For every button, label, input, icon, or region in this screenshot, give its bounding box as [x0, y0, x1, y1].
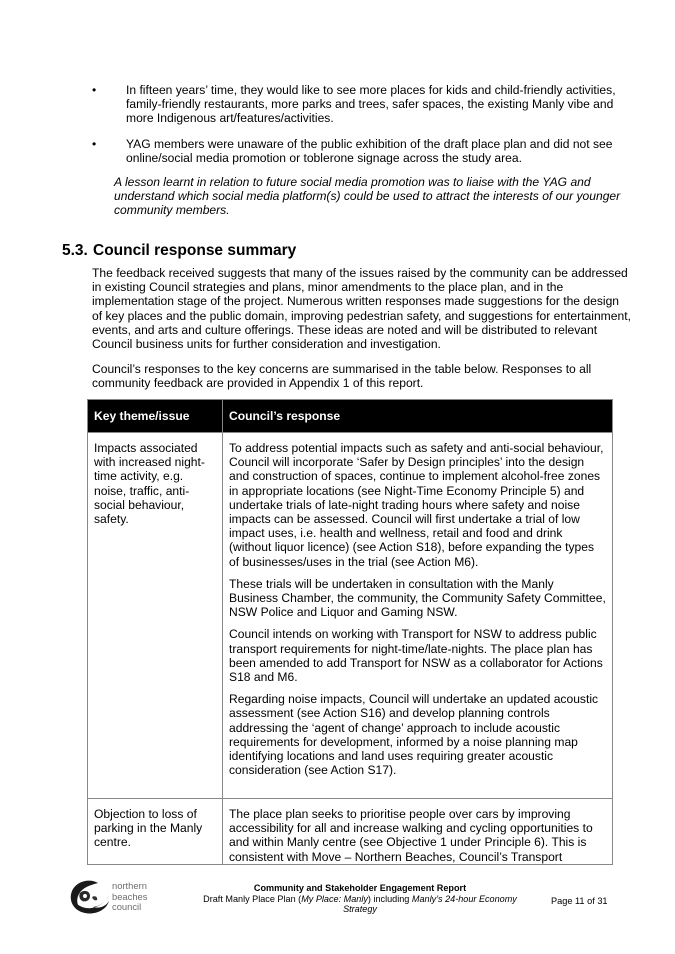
page-footer — [0, 876, 675, 926]
response-paragraph: The place plan seeks to prioritise people over cars by improving accessibility for all and increase walking and cycling opportunities to and within Manly centre (see Objective 1 under Principle 6). This is consistent with Move – Northern Beaches, Council’s Transport — [229, 807, 593, 864]
bullet-icon: • — [92, 137, 97, 151]
summary-paragraph: Council’s responses to the key concerns are summarised in the table below. Responses to all community feedback are provided in Appendix 1 of this report. — [92, 362, 592, 391]
footer-report-info — [190, 883, 530, 915]
header-council-response: Council’s response — [223, 400, 613, 433]
response-paragraph: Regarding noise impacts, Council will undertake an updated acoustic assessment (see Action S16) and develop planning controls addressing the ‘agent of change’ approach to include acoustic requirements for development, informed by a noise planning map identifying locations and land uses requiring greater acoustic consideration (see Action S17). — [229, 692, 599, 778]
subtitle-text: Draft Manly Place Plan ( — [203, 893, 302, 904]
table-header-row — [88, 400, 613, 433]
northern-beaches-logo-icon — [68, 879, 110, 915]
response-paragraph: These trials will be undertaken in consultation with the Manly Business Chamber, the community, the Community Safety Committee, NSW Police and Liquor and Gaming NSW. — [229, 576, 606, 620]
bullet-text: YAG members were unaware of the public exhibition of the draft place plan and did not see online/social media promotion or toblerone signage across the study area. — [126, 137, 613, 166]
response-cell — [223, 799, 613, 865]
subtitle-italic: My Place: Manly — [301, 893, 368, 904]
page-number: Page 11 of 31 — [551, 896, 608, 906]
theme-cell: Objection to loss of parking in the Manly centre. — [88, 799, 223, 865]
intro-paragraph: The feedback received suggests that many of the issues raised by the community can be addressed in existing Council strategies and plans, minor amendments to the place plan, and in the implementation stage of the project. Numerous written responses made suggestions for the design of key places and the public domain, improving pedestrian safety, and suggestions for entertainment, events, and arts and culture offerings. These ideas are noted and will be distributed to relevant Council business units for further consideration and investigation. — [92, 266, 631, 352]
report-subtitle — [190, 894, 530, 915]
header-key-theme: Key theme/issue — [88, 400, 223, 433]
response-paragraph: To address potential impacts such as safety and anti-social behaviour, Council will incorporate ‘Safer by Design principles’ into the design and construction of spaces, continue to implement alcohol-free zones in appropriate locations (see Night-Time Economy Principle 5) and undertake trials of late-night trading hours where safety and noise impacts can be assessed. Council will first undertake a trial of low impact uses, i.e. health and wellness, retail and food and drink (without liquor licence) (see Action S18), before expanding the types of businesses/uses in the trial (see Action M6). — [229, 441, 604, 569]
theme-cell: Impacts associated with increased night-time activity, e.g. noise, traffic, anti-social behaviour, safety. — [88, 433, 223, 799]
section-title: Council response summary — [93, 242, 297, 259]
logo-line: council — [112, 901, 142, 912]
subtitle-italic: Manly’s 24-hour Economy Strategy — [343, 893, 517, 914]
bullet-icon: • — [92, 83, 97, 97]
lesson-note: A lesson learnt in relation to future social media promotion was to liaise with the YAG and understand which social media platform(s) could be used to attract the interests of our younger community members. — [114, 175, 621, 218]
table-row — [88, 799, 613, 865]
logo-line: beaches — [112, 890, 148, 902]
bullet-text: In fifteen years’ time, they would like to see more places for kids and child-friendly activities, family-friendly restaurants, more parks and trees, safer spaces, the existing Manly vibe and more Indigenous art/features/activities. — [126, 83, 616, 126]
subtitle-text: ) including — [367, 893, 412, 904]
response-cell — [223, 433, 613, 799]
logo-line: northern — [112, 880, 147, 891]
response-paragraph: Council intends on working with Transport for NSW to address public transport requirements for night-time/late-nights. The place plan has been amended to add Transport for NSW as a collaborator for Actions S18 and M6. — [229, 627, 603, 685]
logo-text — [112, 881, 147, 913]
table-row — [88, 433, 613, 799]
report-title: Community and Stakeholder Engagement Report — [253, 883, 467, 893]
section-heading — [62, 242, 296, 260]
section-number: 5.3. — [62, 242, 88, 259]
council-response-table — [87, 399, 613, 865]
